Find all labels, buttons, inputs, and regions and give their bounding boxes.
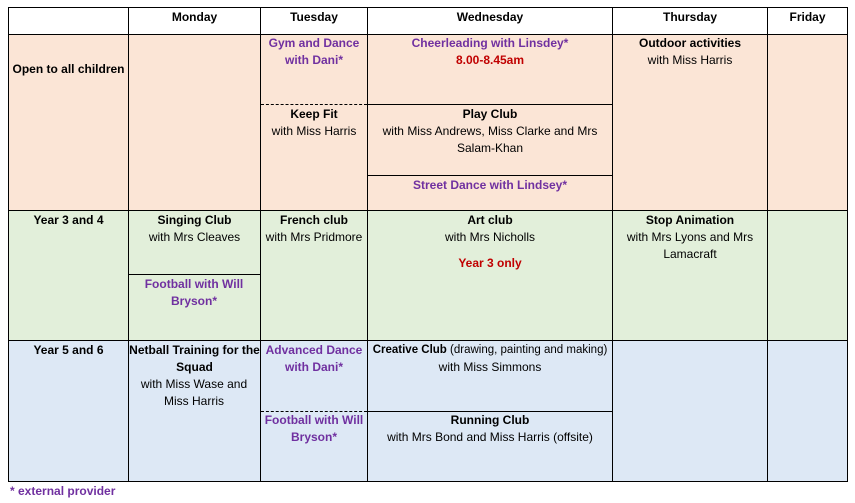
tue-keepfit-title: Keep Fit (290, 107, 338, 121)
tue-football: Football with Will Bryson* (264, 413, 364, 444)
grid-line (767, 7, 768, 482)
wed-art-note: Year 3 only (458, 256, 522, 270)
tue-adv-dance: Advanced Dance with Dani* (265, 343, 363, 374)
tue-french-with: with Mrs Pridmore (265, 230, 363, 244)
wed-open-divider-1 (367, 104, 613, 105)
grid-line (8, 340, 848, 341)
wed-cheer-title: Cheerleading with Linsdey* (411, 36, 569, 50)
header-tuesday: Tuesday (290, 10, 338, 24)
grid-line (847, 7, 848, 482)
tue-open-divider (261, 104, 367, 105)
row-label-y34: Year 3 and 4 (33, 213, 104, 227)
tue-keepfit-with: with Miss Harris (271, 124, 357, 138)
wed-creative-with: with Miss Simmons (438, 360, 542, 374)
wed-open-divider-2 (367, 175, 613, 176)
wed-creative (368, 342, 612, 359)
wed-play-title: Play Club (462, 107, 518, 121)
wed-creative-detail: (drawing, painting and making) (446, 344, 608, 356)
header-monday: Monday (171, 10, 218, 24)
thu-outdoor-title: Outdoor activities (638, 36, 742, 50)
wed-running-title: Running Club (450, 413, 530, 427)
thu-stop-with: with Mrs Lyons and Mrs Lamacraft (626, 230, 754, 261)
row-label-y56: Year 5 and 6 (33, 343, 104, 357)
header-wednesday: Wednesday (456, 10, 524, 24)
wed-play-with: with Miss Andrews, Miss Clarke and Mrs Salam-Khan (382, 124, 598, 155)
thu-stop-title: Stop Animation (645, 213, 735, 227)
row-label-open: Open to all children (12, 62, 125, 76)
wed-art-with: with Mrs Nicholls (444, 230, 535, 244)
wed-street-dance: Street Dance with Lindsey* (412, 178, 568, 192)
mon-netball-title: Netball Training for the Squad (129, 343, 260, 374)
grid-line (8, 210, 848, 211)
wed-creative-title: Creative Club (372, 344, 447, 356)
grid-line (8, 7, 9, 482)
mon-netball-with: with Miss Wase and Miss Harris (140, 377, 248, 408)
wed-art-title: Art club (467, 213, 513, 227)
mon-singing-title: Singing Club (157, 213, 232, 227)
tue-french-title: French club (279, 213, 348, 227)
header-friday: Friday (789, 10, 826, 24)
tue-gym-dance: Gym and Dance with Dani* (268, 36, 360, 67)
footnote: * external provider (10, 484, 116, 498)
mon-y34-divider (128, 274, 261, 275)
mon-football: Football with Will Bryson* (144, 277, 244, 308)
wed-running-with: with Mrs Bond and Miss Harris (offsite) (387, 430, 593, 444)
grid-line (8, 7, 848, 8)
grid-line (8, 481, 848, 482)
thu-outdoor-with: with Miss Harris (647, 53, 733, 67)
header-thursday: Thursday (662, 10, 717, 24)
mon-singing-with: with Mrs Cleaves (148, 230, 241, 244)
wed-cheer-time: 8.00-8.45am (455, 53, 525, 67)
